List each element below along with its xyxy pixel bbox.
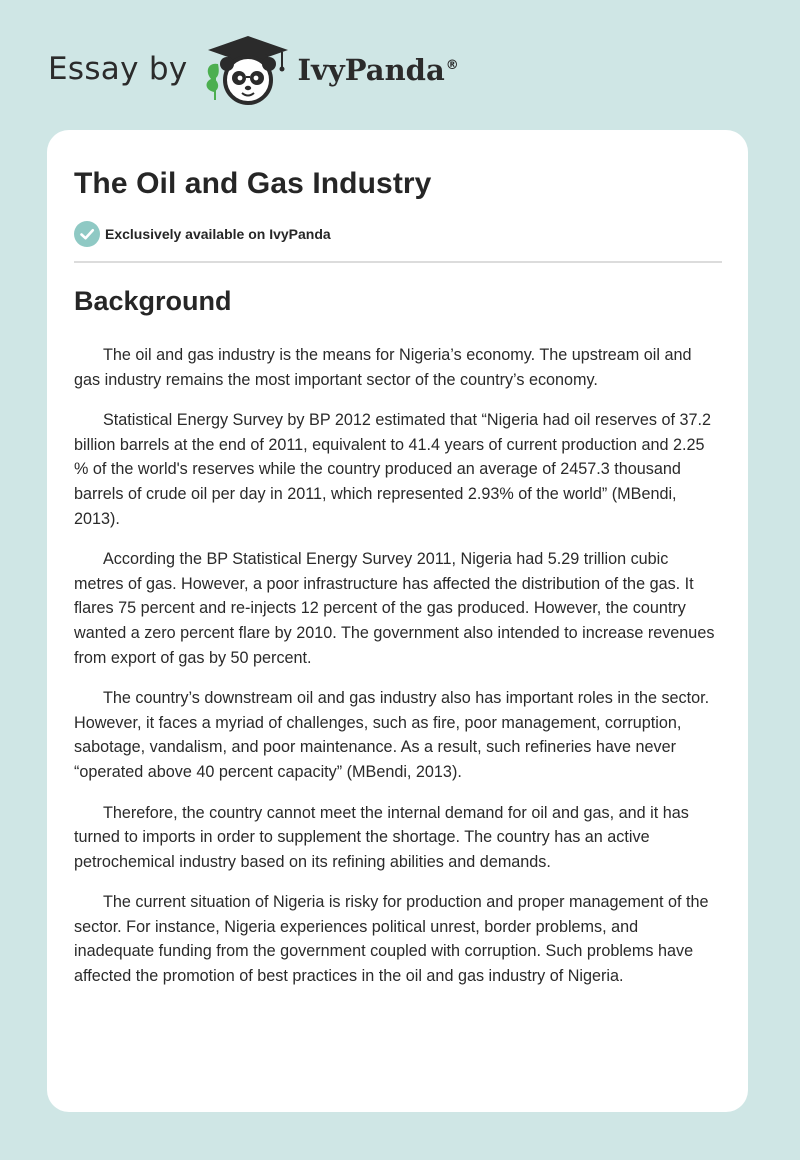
brand-name-text: IvyPanda <box>297 53 445 87</box>
paragraph: According the BP Statistical Energy Survey 2011, Nigeria had 5.29 trillion cubic metres of gas. However, a poor infrastructure has affected the distribution of the gas. It flares 75 percent and re-injects 12 percent of the gas produced. However, the country wanted a zero percent flare by 2010. The government also intended to increase revenues from export of gas by 50 percent. <box>74 550 715 667</box>
exclusive-badge <box>74 221 331 247</box>
registered-mark: ® <box>445 58 459 74</box>
divider <box>74 261 722 263</box>
site-header <box>48 34 459 108</box>
essay-card <box>47 130 748 1112</box>
brand-prefix: Essay by <box>48 51 188 87</box>
page-title: The Oil and Gas Industry <box>74 167 432 200</box>
check-circle-icon <box>74 221 100 247</box>
paragraph: Statistical Energy Survey by BP 2012 estimated that “Nigeria had oil reserves of 37.2 billion barrels at the end of 2011, equivalent to 41.4 years of current production and 2.25 % of the world's reserves while the country produced an average of 2457.3 thousand barrels of crude oil per day in 2011, which represented 2.93% of the world” (MBendi, 2013). <box>74 411 711 528</box>
brand-name[interactable] <box>298 53 459 87</box>
paragraph: The country’s downstream oil and gas industry also has important roles in the sector. However, it faces a myriad of challenges, such as fire, poor management, corruption, sabotage, vandalism, and poor maintenance. As a result, such refineries have never “operated above 40 percent capacity” (MBendi, 2013). <box>74 689 710 781</box>
exclusive-badge-text: Exclusively available on IvyPanda <box>105 226 331 242</box>
paragraph: Therefore, the country cannot meet the internal demand for oil and gas, and it has turned to imports in order to supplement the shortage. The country has an active petrochemical industry based on its refining abilities and demands. <box>74 803 689 871</box>
panda-graduate-logo-icon[interactable] <box>202 34 294 108</box>
section-heading: Background <box>74 286 232 316</box>
paragraph: The oil and gas industry is the means for Nigeria’s economy. The upstream oil and gas industry remains the most important sector of the country’s economy. <box>74 346 692 389</box>
essay-body <box>74 343 722 1005</box>
paragraph: The current situation of Nigeria is risky for production and proper management of the sector. For instance, Nigeria experiences political unrest, border problems, and inadequate funding from the government coupled with corruption. Such problems have affected the promotion of best practices in the oil and gas industry of Nigeria. <box>74 893 709 986</box>
